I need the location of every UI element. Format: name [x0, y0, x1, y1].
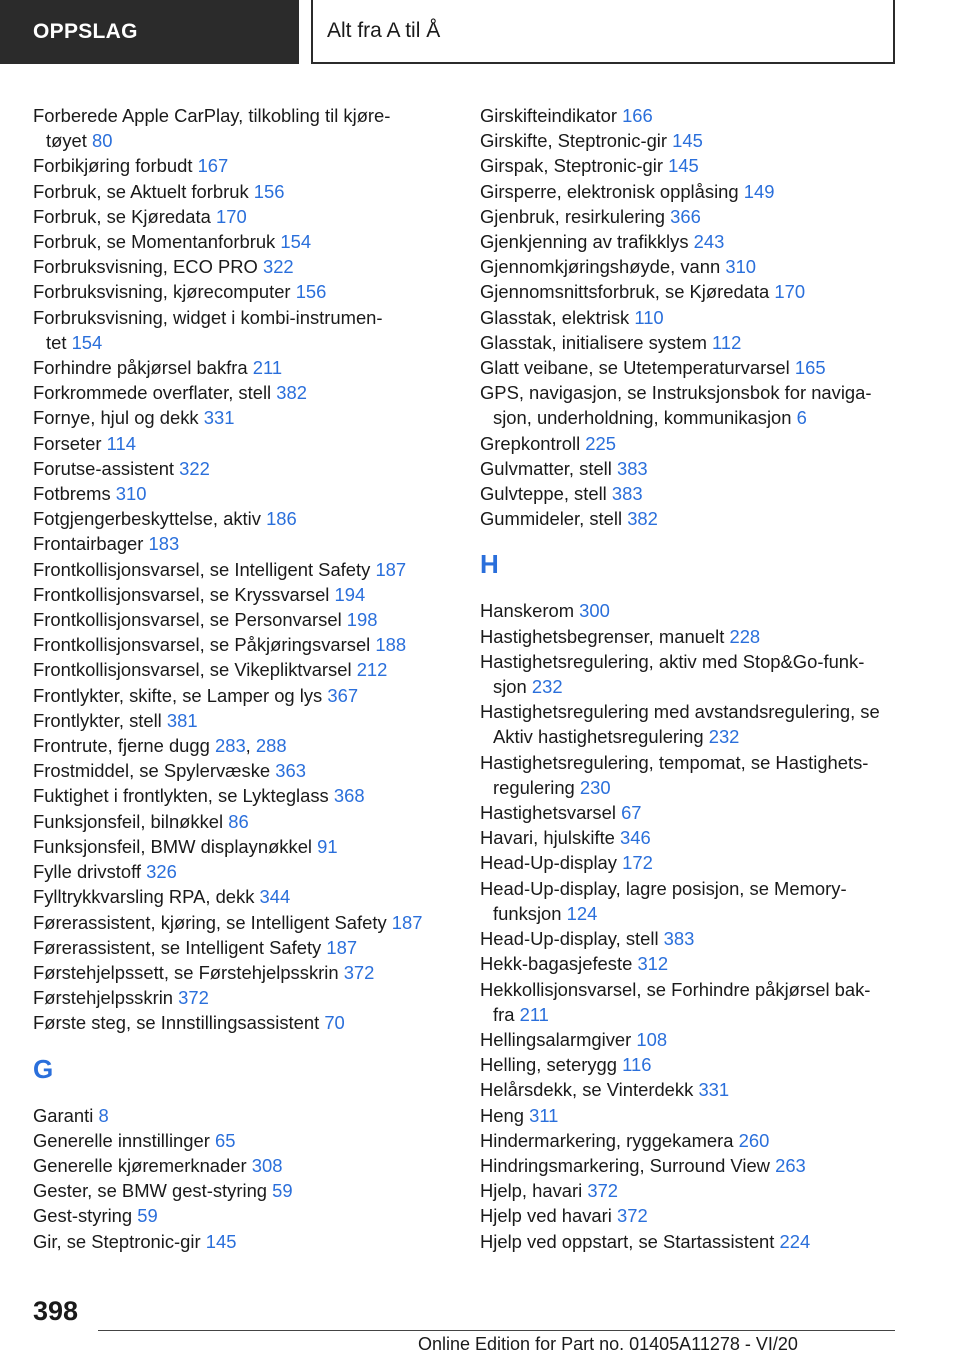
index-term: Forbruk, se Kjøredata — [33, 205, 211, 227]
index-term-line: Hekkollisjonsvarsel, se Forhindre påkjørsel bak- — [480, 978, 871, 1000]
page-link[interactable]: 232 — [531, 676, 563, 698]
page-link[interactable]: 225 — [585, 432, 616, 454]
index-entry — [33, 1203, 453, 1228]
index-entry — [480, 825, 900, 850]
index-entry — [33, 456, 453, 481]
index-entry — [33, 380, 453, 405]
index-entry — [480, 380, 900, 430]
index-term: Forbruk, se Aktuelt forbruk — [33, 180, 249, 202]
index-entry — [33, 1103, 453, 1128]
index-entry — [33, 1153, 453, 1178]
index-term-line: Hastighetsregulering, aktiv med Stop&Go-funk- — [480, 650, 865, 672]
page-link[interactable]: 65 — [214, 1129, 236, 1151]
index-entry — [480, 431, 900, 456]
page-link[interactable]: 59 — [137, 1205, 158, 1227]
index-term: Gjennomkjøringshøyde, vann — [480, 256, 721, 278]
index-entry — [33, 834, 453, 859]
page-link[interactable]: 288 — [255, 735, 287, 757]
index-term: Hindermarkering, ryggekamera — [480, 1129, 734, 1151]
index-term-line: tet — [46, 331, 67, 353]
index-entry — [480, 1178, 900, 1203]
page-link[interactable]: 167 — [197, 155, 229, 177]
index-term: Førstehjelpssett, se Førstehjelpsskrin — [33, 961, 339, 983]
index-entry — [480, 624, 900, 649]
index-term: Forbikjøring forbudt — [33, 155, 193, 177]
page-link[interactable]: 67 — [621, 802, 642, 824]
page-link[interactable]: 166 — [622, 105, 653, 126]
page-link[interactable]: 300 — [579, 600, 610, 622]
index-term: Gjenkjenning av trafikklys — [480, 231, 689, 253]
index-entry — [480, 103, 900, 128]
index-entry — [480, 254, 900, 279]
index-term-line: regulering — [493, 776, 575, 798]
page-link[interactable]: 187 — [375, 558, 407, 580]
index-entry — [33, 279, 453, 304]
index-term: Førstehjelpsskrin — [33, 987, 174, 1009]
index-term: Frontkollisjonsvarsel, se Vikepliktvarsel — [33, 659, 352, 681]
page-link[interactable]: 331 — [203, 407, 235, 429]
page-link[interactable]: 346 — [620, 827, 651, 849]
index-term: Førerassistent, se Intelligent Safety — [33, 936, 322, 958]
page-header — [0, 0, 960, 66]
index-term — [33, 105, 390, 151]
index-term: Head-Up-display — [480, 852, 617, 874]
index-term — [480, 382, 872, 428]
index-term-line: Hastighetsregulering, tempomat, se Hastighets- — [480, 751, 869, 773]
index-entry — [480, 800, 900, 825]
index-term: Fylle drivstoff — [33, 861, 141, 883]
index-entry — [33, 607, 453, 632]
index-entry — [33, 758, 453, 783]
page-link[interactable]: 372 — [343, 961, 375, 983]
page-link[interactable]: 283 — [214, 735, 246, 757]
page-link[interactable]: 312 — [637, 953, 669, 975]
index-entry — [480, 926, 900, 951]
index-term-line: Aktiv hastighetsregulering — [493, 726, 704, 748]
index-term: Gummideler, stell — [480, 508, 623, 530]
page-link[interactable]: 187 — [326, 936, 358, 958]
index-entry — [33, 103, 453, 153]
page-link[interactable]: 116 — [622, 1054, 652, 1076]
page-link[interactable]: 372 — [617, 1205, 648, 1227]
index-term: Girskifteindikator — [480, 105, 617, 126]
index-term-line: Forbruksvisning, widget i kombi-instrumen- — [33, 306, 383, 328]
index-term: Gulvmatter, stell — [480, 457, 612, 479]
page-link[interactable]: 170 — [215, 205, 247, 227]
page-link[interactable]: 382 — [276, 382, 307, 404]
page-link[interactable]: 59 — [272, 1180, 293, 1202]
index-entry — [33, 708, 453, 733]
page-link[interactable]: 212 — [356, 659, 388, 681]
index-term: Gest-styring — [33, 1205, 133, 1227]
index-entry — [480, 1103, 900, 1128]
index-term-line: sjon, underholdning, kommunikasjon — [493, 407, 792, 429]
index-term-line: sjon — [493, 676, 527, 698]
index-entry — [480, 506, 900, 531]
page-link[interactable]: 91 — [317, 835, 338, 857]
index-term: Frontlykter, skifte, se Lamper og lys — [33, 684, 323, 706]
index-entry — [33, 859, 453, 884]
index-term: Frontkollisjonsvarsel, se Personvarsel — [33, 609, 342, 631]
index-term: Heng — [480, 1104, 524, 1126]
index-term: Hanskerom — [480, 600, 575, 622]
index-term: Frontrute, fjerne dugg — [33, 735, 210, 757]
index-term: Gjenbruk, resirkulering — [480, 205, 666, 227]
index-entry — [33, 809, 453, 834]
page-link[interactable]: 372 — [587, 1180, 619, 1202]
index-entry — [33, 960, 453, 985]
index-term: Frontkollisjonsvarsel, se Intelligent Safety — [33, 558, 371, 580]
page-link[interactable]: 108 — [636, 1028, 668, 1050]
index-entry — [33, 355, 453, 380]
page-link[interactable]: 230 — [579, 776, 611, 798]
index-entry — [33, 935, 453, 960]
page-link[interactable]: 263 — [775, 1154, 806, 1176]
page-link[interactable]: 228 — [729, 625, 761, 647]
index-entry — [480, 1077, 900, 1102]
page-link[interactable]: 331 — [698, 1079, 730, 1101]
index-entry — [480, 355, 900, 380]
index-term: Glasstak, initialisere system — [480, 331, 707, 353]
index-entry — [33, 531, 453, 556]
index-term: Havari, hjulskifte — [480, 827, 615, 849]
index-term: Forhindre påkjørsel bakfra — [33, 357, 248, 379]
index-entry — [33, 204, 453, 229]
footer-divider — [98, 1330, 895, 1331]
page-link[interactable]: 311 — [529, 1104, 559, 1126]
index-term: Første steg, se Innstillingsassistent — [33, 1012, 320, 1034]
index-letter-heading: G — [33, 1053, 54, 1084]
index-entry — [33, 783, 453, 808]
index-term: Head-Up-display, stell — [480, 928, 659, 950]
index-term: Forbruk, se Momentanforbruk — [33, 231, 276, 253]
index-term: Frontlykter, stell — [33, 709, 162, 731]
page-link[interactable]: 186 — [266, 508, 297, 530]
index-term: Generelle kjøremerknader — [33, 1154, 247, 1176]
index-term: Forbruksvisning, kjørecomputer — [33, 281, 291, 303]
page-link[interactable]: 112 — [712, 331, 742, 353]
index-term — [480, 752, 868, 798]
index-term: Girsperre, elektronisk opplåsing — [480, 180, 739, 202]
index-entry — [480, 481, 900, 506]
page-link[interactable]: 188 — [375, 634, 407, 656]
page-link[interactable]: 211 — [519, 1003, 549, 1025]
index-entry — [33, 1128, 453, 1153]
footer-edition: Online Edition for Part no. 01405A11278 - VI/20 — [418, 1334, 798, 1354]
index-term: Grepkontroll — [480, 432, 581, 454]
index-term: Fylltrykkvarsling RPA, dekk — [33, 886, 255, 908]
index-entry — [33, 1010, 453, 1035]
index-letter-heading: H — [480, 549, 499, 580]
index-entry — [480, 1128, 900, 1153]
page-link[interactable]: 322 — [179, 457, 210, 479]
index-term: Gulvteppe, stell — [480, 483, 607, 505]
page-link[interactable]: 363 — [275, 760, 306, 782]
index-entry — [480, 1052, 900, 1077]
page-link[interactable]: 154 — [71, 331, 103, 353]
index-term: Girskifte, Steptronic-gir — [480, 130, 668, 152]
index-term: Frontkollisjonsvarsel, se Påkjøringsvarsel — [33, 634, 371, 656]
page-link[interactable]: 80 — [92, 130, 113, 152]
index-entry: Frontrute, fjerne dugg 283, 288 — [33, 735, 287, 757]
index-term-line: tøyet — [46, 130, 87, 152]
index-entry — [33, 254, 453, 279]
index-term: Hjelp ved oppstart, se Startassistent — [480, 1230, 775, 1252]
index-entry — [480, 1027, 900, 1052]
index-entry — [480, 977, 900, 1027]
index-entry — [480, 204, 900, 229]
index-entry — [33, 582, 453, 607]
page-link[interactable]: 145 — [672, 130, 703, 152]
index-term: Gjennomsnittsforbruk, se Kjøredata — [480, 281, 770, 303]
page-link[interactable]: 211 — [252, 357, 283, 379]
index-term: Helårsdekk, se Vinterdekk — [480, 1079, 694, 1101]
index-term: Forkrommede overflater, stell — [33, 382, 272, 404]
index-term: Hastighetsvarsel — [480, 802, 616, 824]
index-entry — [33, 153, 453, 178]
index-term: Forutse-assistent — [33, 457, 175, 479]
page-link[interactable]: 124 — [566, 902, 598, 924]
index-entry — [33, 229, 453, 254]
page-number: 398 — [33, 1296, 79, 1326]
page-link[interactable]: 187 — [391, 911, 423, 933]
page-link[interactable]: 310 — [115, 483, 147, 505]
page-link[interactable]: 308 — [251, 1154, 283, 1176]
index-term: Girspak, Steptronic-gir — [480, 155, 663, 177]
page-link[interactable]: 381 — [166, 709, 198, 731]
index-term: Fornye, hjul og dekk — [33, 407, 199, 429]
index-entry — [480, 649, 900, 699]
index-entry — [480, 1153, 900, 1178]
index-entry — [480, 951, 900, 976]
page-link[interactable]: 344 — [259, 886, 291, 908]
index-term-line: funksjon — [493, 902, 562, 924]
page-link[interactable]: 232 — [708, 726, 740, 748]
index-term-line: Head-Up-display, lagre posisjon, se Memory- — [480, 877, 847, 899]
index-term: Forseter — [33, 432, 102, 454]
index-term: Frostmiddel, se Spylervæske — [33, 760, 271, 782]
index-term-line: Forberede Apple CarPlay, tilkobling til kjøre- — [33, 105, 391, 126]
page-link[interactable]: 310 — [725, 256, 757, 278]
index-entry — [33, 431, 453, 456]
index-entry — [33, 481, 453, 506]
page-link[interactable]: 149 — [743, 180, 775, 202]
page-link[interactable]: 114 — [106, 432, 136, 454]
index-term: Helling, seterygg — [480, 1054, 617, 1076]
index-entry — [480, 876, 900, 926]
index-term: Hellingsalarmgiver — [480, 1028, 632, 1050]
index-entry — [33, 557, 453, 582]
index-term: Hjelp ved havari — [480, 1205, 612, 1227]
index-entry — [33, 405, 453, 430]
index-entry — [33, 985, 453, 1010]
page-link[interactable]: 145 — [205, 1230, 237, 1252]
page-link[interactable]: 368 — [333, 785, 365, 807]
index-entry — [480, 699, 900, 749]
index-entry — [480, 128, 900, 153]
page-link[interactable]: 382 — [627, 508, 658, 530]
page-link[interactable]: 198 — [346, 609, 378, 631]
page-link[interactable]: 183 — [148, 533, 180, 555]
page-link[interactable]: 86 — [228, 810, 249, 832]
index-term: Glasstak, elektrisk — [480, 306, 630, 328]
index-term: Fotbrems — [33, 483, 111, 505]
index-entry — [480, 598, 900, 623]
index-column-right — [480, 103, 900, 1254]
index-entry — [480, 229, 900, 254]
index-entry — [33, 506, 453, 531]
index-term: Generelle innstillinger — [33, 1129, 210, 1151]
index-term: Garanti — [33, 1104, 94, 1126]
index-entry — [480, 330, 900, 355]
page-link[interactable]: 110 — [634, 306, 664, 328]
page-link[interactable]: 170 — [774, 281, 806, 303]
index-entry — [480, 153, 900, 178]
index-entry — [33, 1178, 453, 1203]
index-term-line: fra — [493, 1003, 515, 1025]
page-link[interactable]: 260 — [738, 1129, 770, 1151]
index-entry — [480, 305, 900, 330]
page-link[interactable]: 243 — [693, 231, 725, 253]
index-term: Fotgjengerbeskyttelse, aktiv — [33, 508, 261, 530]
index-term: Frontkollisjonsvarsel, se Kryssvarsel — [33, 583, 330, 605]
page-link[interactable]: 383 — [611, 483, 643, 505]
page-link[interactable]: 383 — [616, 457, 648, 479]
index-entry — [33, 1229, 453, 1254]
index-term: Funksjonsfeil, bilnøkkel — [33, 810, 224, 832]
page-link[interactable]: 6 — [796, 407, 807, 429]
index-entry — [480, 179, 900, 204]
index-entry — [33, 632, 453, 657]
page-link[interactable]: 194 — [334, 583, 366, 605]
section-tab: OPPSLAG — [0, 0, 299, 64]
page-link[interactable]: 367 — [327, 684, 359, 706]
index-term: Gester, se BMW gest-styring — [33, 1180, 268, 1202]
page-link[interactable]: 156 — [295, 281, 327, 303]
page-link[interactable]: 145 — [668, 155, 699, 177]
index-column-left — [33, 103, 453, 1254]
index-term: Gir, se Steptronic-gir — [33, 1230, 201, 1252]
index-term-line: Hastighetsregulering med avstandsregulering, se — [480, 701, 880, 723]
index-entry — [33, 683, 453, 708]
index-entry — [33, 179, 453, 204]
index-term — [480, 701, 880, 747]
index-term: Hindringsmarkering, Surround View — [480, 1154, 770, 1176]
index-term: Førerassistent, kjøring, se Intelligent Safety — [33, 911, 387, 933]
page-link[interactable]: 366 — [670, 205, 701, 227]
index-term — [480, 878, 847, 924]
index-term: Forbruksvisning, ECO PRO — [33, 256, 258, 278]
index-term: Hjelp, havari — [480, 1180, 583, 1202]
index-entry — [33, 305, 453, 355]
index-term: Funksjonsfeil, BMW displaynøkkel — [33, 835, 313, 857]
index-term: Hekk-bagasjefeste — [480, 953, 633, 975]
page-link[interactable]: 156 — [253, 180, 285, 202]
index-entry — [480, 1203, 900, 1228]
index-entry — [480, 850, 900, 875]
index-entry — [33, 884, 453, 909]
page-link[interactable]: 154 — [280, 231, 312, 253]
page-link[interactable]: 8 — [98, 1104, 109, 1126]
page-link[interactable]: 165 — [794, 357, 826, 379]
index-term: Frontairbager — [33, 533, 144, 555]
index-entry — [480, 750, 900, 800]
page-link[interactable]: 224 — [779, 1230, 811, 1252]
index-entry — [33, 657, 453, 682]
page-link[interactable]: 383 — [663, 928, 695, 950]
chapter-title: Alt fra A til Å — [311, 0, 895, 64]
page-link[interactable]: 372 — [178, 987, 209, 1009]
page-link[interactable]: 322 — [262, 256, 294, 278]
index-term: Glatt veibane, se Utetemperaturvarsel — [480, 357, 790, 379]
page-link[interactable]: 70 — [324, 1012, 345, 1034]
index-entry — [480, 279, 900, 304]
index-entry — [480, 456, 900, 481]
page-link[interactable]: 172 — [622, 852, 653, 874]
index-term: Fuktighet i frontlykten, se Lykteglass — [33, 785, 329, 807]
page-link[interactable]: 326 — [146, 861, 177, 883]
index-entry — [480, 1229, 900, 1254]
index-term: Hastighetsbegrenser, manuelt — [480, 625, 725, 647]
index-entry — [33, 910, 453, 935]
index-term-line: GPS, navigasjon, se Instruksjonsbok for naviga- — [480, 382, 872, 404]
